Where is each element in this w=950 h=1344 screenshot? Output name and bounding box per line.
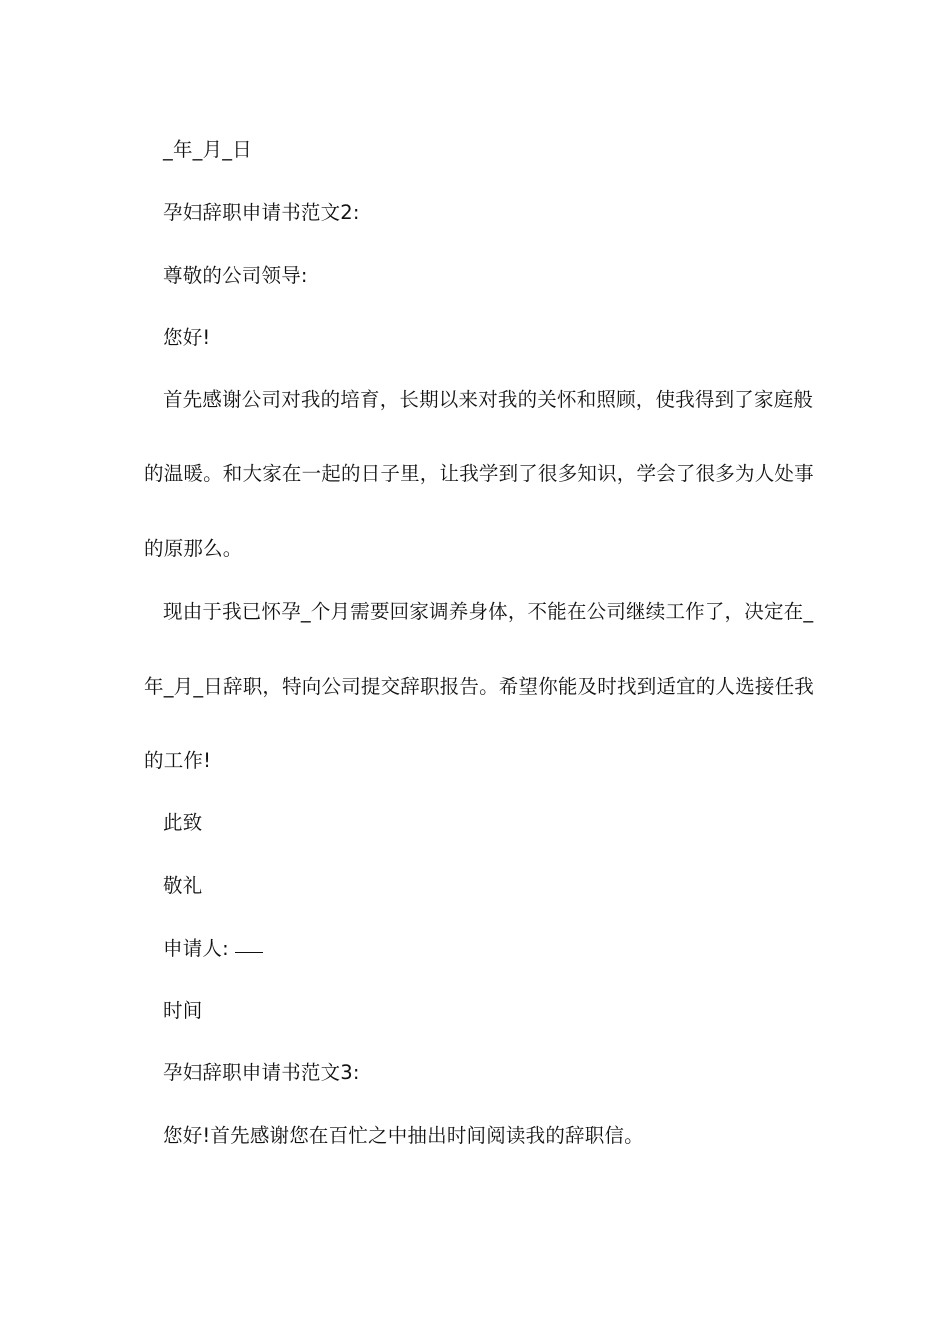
- salutation: 尊敬的公司领导:: [163, 264, 308, 287]
- paragraph-line: 现由于我已怀孕_个月需要回家调养身体，不能在公司继续工作了，决定在_: [163, 600, 814, 623]
- paragraph-line: 首先感谢公司对我的培育，长期以来对我的关怀和照顾，使我得到了家庭般: [163, 388, 814, 411]
- paragraph-line: 的工作!: [144, 749, 212, 772]
- applicant-label: 申请人:: [163, 937, 229, 960]
- paragraph-line: 您好!首先感谢您在百忙之中抽出时间阅读我的辞职信。: [163, 1124, 644, 1147]
- sample-heading-2: 孕妇辞职申请书范文2:: [163, 201, 360, 224]
- closing-regards: 敬礼: [163, 874, 203, 897]
- time-line: 时间: [163, 999, 203, 1022]
- applicant-line: [163, 937, 823, 961]
- paragraph-line: 的温暖。和大家在一起的日子里，让我学到了很多知识，学会了很多为人处事: [144, 462, 814, 485]
- closing-line: 此致: [163, 811, 203, 834]
- paragraph-line: 年_月_日辞职，特向公司提交辞职报告。希望你能及时找到适宜的人选接任我: [144, 675, 815, 698]
- date-line: _年_月_日: [163, 138, 252, 161]
- signature-blank: [235, 952, 263, 953]
- paragraph-line: 的原那么。: [144, 537, 243, 560]
- greeting: 您好!: [163, 326, 211, 349]
- sample-heading-3: 孕妇辞职申请书范文3:: [163, 1061, 360, 1084]
